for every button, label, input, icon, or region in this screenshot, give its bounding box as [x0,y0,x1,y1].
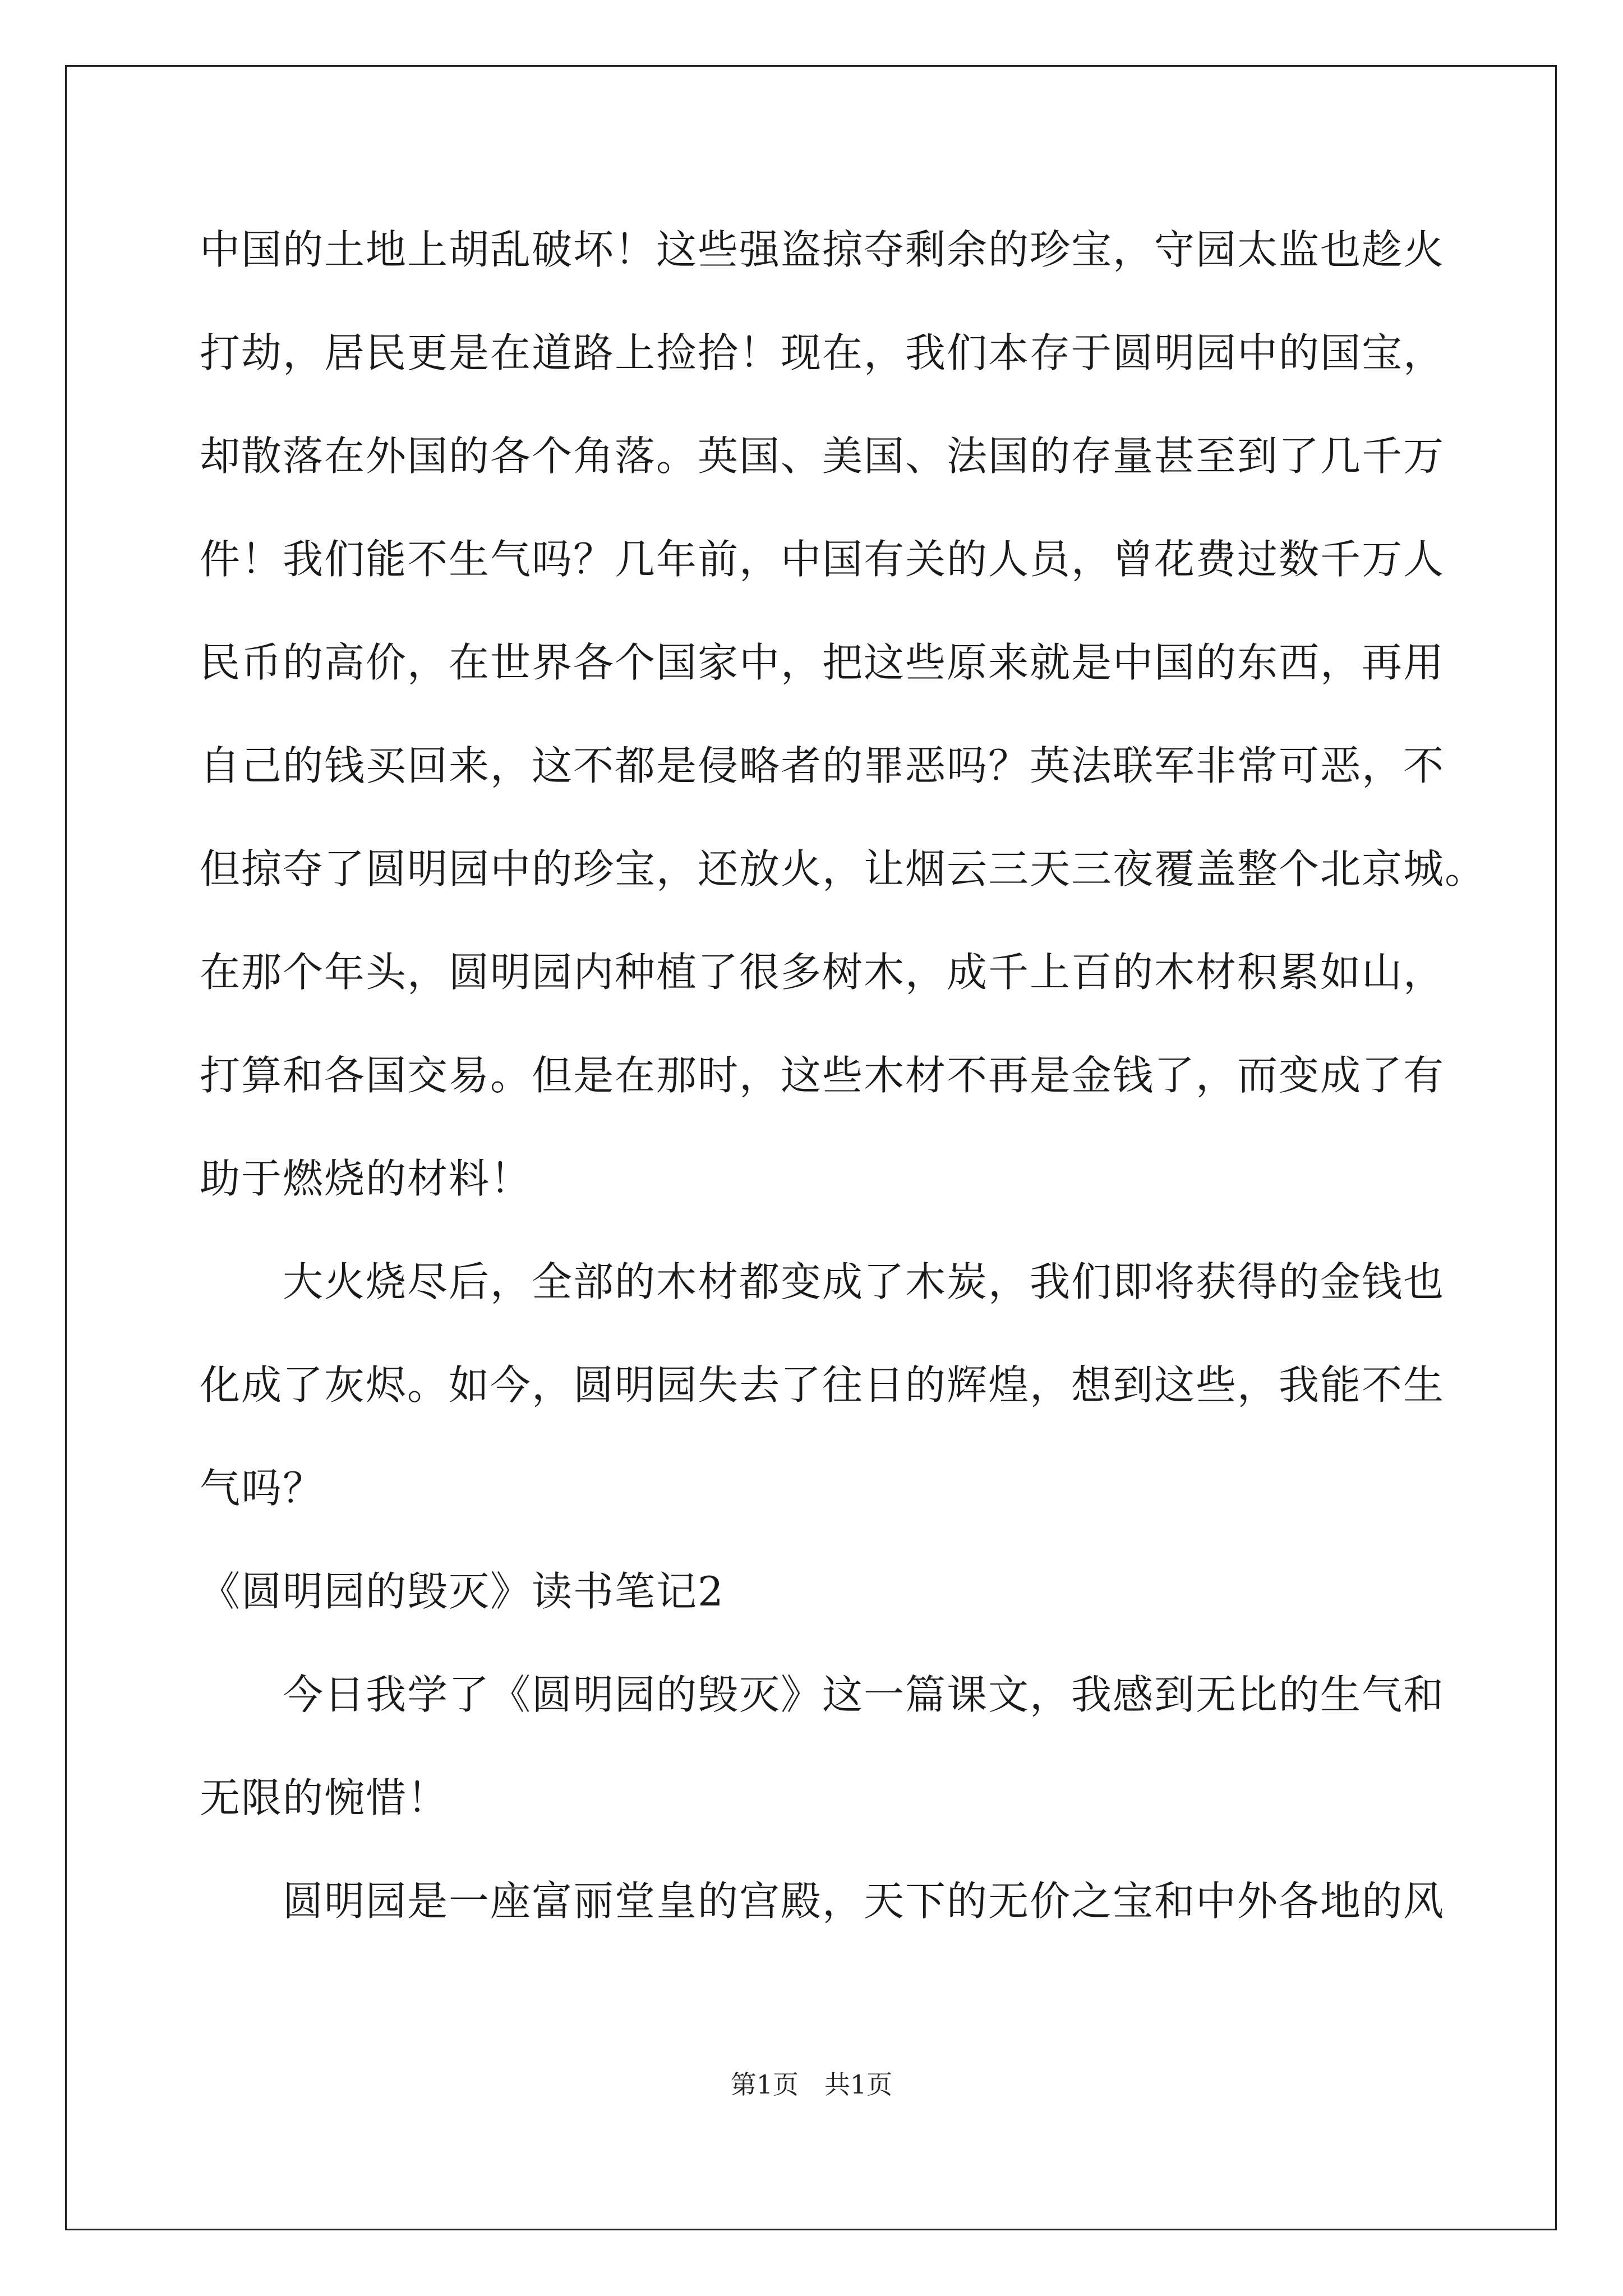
paragraph-line: 今日我学了《圆明园的毁灭》这一篇课文，我感到无比的生气和 [283,1671,1445,1718]
paragraph-line: 打劫，居民更是在道路上捡拾！现在，我们本存于圆明园中的国宝， [200,329,1445,376]
paragraph-line: 自己的钱买回来，这不都是侵略者的罪恶吗？英法联军非常可恶，不 [200,742,1445,789]
paragraph-line: 打算和各国交易。但是在那时，这些木材不再是金钱了，而变成了有 [200,1052,1445,1099]
paragraph-line: 却散落在外国的各个角落。英国、美国、法国的存量甚至到了几千万 [200,432,1445,480]
paragraph-line: 中国的土地上胡乱破坏！这些强盗掠夺剩余的珍宝，守园太监也趁火 [200,226,1445,273]
section-heading: 《圆明园的毁灭》读书笔记2 [200,1568,725,1615]
document-body [200,213,1487,1968]
paragraph-line: 助于燃烧的材料！ [200,1155,532,1202]
paragraph-line: 在那个年头，圆明园内种植了很多树木，成千上百的木材积累如山， [200,949,1445,996]
paragraph-line: 化成了灰烬。如今，圆明园失去了往日的辉煌，想到这些，我能不生 [200,1361,1445,1409]
page-footer: 第1页 共1页 [730,2069,893,2100]
paragraph-line: 气吗？ [200,1465,325,1512]
paragraph-line: 大火烧尽后，全部的木材都变成了木炭，我们即将获得的金钱也 [283,1258,1445,1305]
paragraph-line: 圆明园是一座富丽堂皇的宫殿，天下的无价之宝和中外各地的风 [283,1878,1445,1925]
paragraph-line: 民币的高价，在世界各个国家中，把这些原来就是中国的东西，再用 [200,639,1445,686]
paragraph-line: 但掠夺了圆明园中的珍宝，还放火，让烟云三天三夜覆盖整个北京城。 [200,845,1487,892]
paragraph-line: 件！我们能不生气吗？几年前，中国有关的人员，曾花费过数千万人 [200,536,1445,583]
paragraph-line: 无限的惋惜！ [200,1774,449,1821]
